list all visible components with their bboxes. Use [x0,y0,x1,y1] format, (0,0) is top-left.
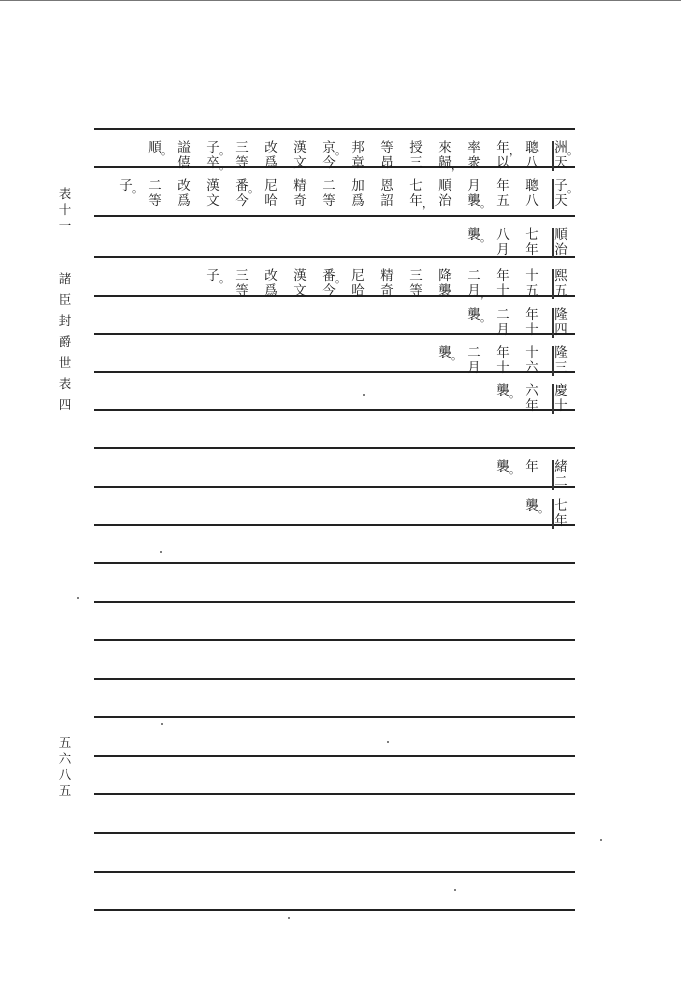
punctuation-mark: 。 [219,159,230,172]
row-divider-line [94,447,575,449]
margin-char: 表 [58,376,72,391]
glyph: 邦 [351,140,365,156]
glyph: 順 [554,227,568,243]
glyph: 改 [264,268,278,284]
row-divider-line [94,832,575,834]
glyph: 三 [409,268,423,284]
punctuation-mark: 。 [509,463,520,476]
glyph: 降 [438,268,452,284]
glyph: 三 [235,268,249,284]
punctuation-mark: ， [509,144,520,157]
glyph: 洲 [554,140,568,156]
glyph: 襲 [496,459,510,475]
glyph: 十 [525,268,539,284]
table-cell-column [321,179,337,209]
table-cell-column [350,141,366,171]
table-cell-column [524,179,540,209]
table-cell-column [263,269,279,299]
glyph: 改 [264,140,278,156]
table-cell-column [553,499,569,529]
glyph: 等 [380,140,394,156]
glyph: 襲 [467,193,481,209]
punctuation-mark: 。 [480,231,491,244]
row-divider-line [94,755,575,757]
table-cell-column [495,228,511,258]
table-cell-column [524,384,540,414]
glyph: 等 [148,193,162,209]
glyph: 文 [293,155,307,171]
proper-name-mark [552,499,554,529]
glyph: 年 [554,513,568,529]
glyph: 尼 [264,178,278,194]
proper-name-mark [552,228,554,258]
glyph: 子 [206,140,220,156]
glyph: 順 [438,178,452,194]
table-cell-column [379,269,395,299]
glyph: 二 [554,474,568,490]
table-cell-column [176,179,192,209]
table-cell-column [524,228,540,258]
margin-subtitle [57,272,73,412]
table-cell-column [176,141,192,171]
punctuation-mark: ， [422,197,433,210]
row-divider-line [94,716,575,718]
glyph: 襲 [438,283,452,299]
margin-char: 世 [58,355,72,370]
print-speck [288,917,290,919]
punctuation-mark: ， [480,287,491,300]
glyph: 等 [322,193,336,209]
table-cell-column [466,307,491,324]
punctuation-mark: 。 [248,182,259,195]
glyph: 等 [235,155,249,171]
table-cell-column [466,346,482,376]
margin-char: 四 [58,397,72,412]
glyph: 年 [496,140,510,156]
glyph: 年 [496,345,510,361]
punctuation-mark: ， [451,159,462,172]
table-cell-column [408,141,424,171]
glyph: 三 [409,155,423,171]
glyph: 今 [322,283,336,299]
glyph: 緒 [554,459,568,475]
table-cell-column [466,227,491,244]
table-cell-column [495,269,511,299]
proper-name-mark [552,179,554,209]
glyph: 詔 [380,193,394,209]
proper-name-mark [552,460,554,490]
table-cell-column [205,268,230,285]
row-divider-line [94,409,575,411]
margin-char: 六 [58,751,72,766]
table-cell-column [350,179,366,209]
glyph: 襲 [467,307,481,323]
row-divider-line [94,524,575,526]
glyph: 天 [554,193,568,209]
punctuation-mark: 。 [509,387,520,400]
row-divider-line [94,909,575,911]
glyph: 八 [525,193,539,209]
glyph: 今 [322,155,336,171]
punctuation-mark: 。 [480,311,491,324]
glyph: 爲 [177,193,191,209]
punctuation-mark: 。 [219,144,230,157]
glyph: 番 [235,178,249,194]
glyph: 授 [409,140,423,156]
glyph: 奇 [293,193,307,209]
row-divider-line [94,601,575,603]
glyph: 六 [525,360,539,376]
glyph: 三 [235,140,249,156]
glyph: 年 [525,398,539,414]
glyph: 治 [438,193,452,209]
row-divider-line [94,128,575,130]
margin-char: 一 [58,218,72,233]
table-cell-column [553,460,569,490]
glyph: 子 [206,268,220,284]
glyph: 年 [525,307,539,323]
margin-char: 八 [58,767,72,782]
glyph: 順 [148,140,162,156]
row-divider-line [94,562,575,564]
glyph: 月 [496,242,510,258]
print-speck [363,394,365,396]
table-cell-column [553,269,569,299]
glyph: 漢 [206,178,220,194]
glyph: 襲 [438,345,452,361]
glyph: 爲 [264,283,278,299]
glyph: 七 [554,498,568,514]
glyph: 京 [322,140,336,156]
glyph: 哈 [264,193,278,209]
glyph: 天 [554,155,568,171]
table-cell-column [292,269,308,299]
proper-name-mark [552,141,554,171]
table-cell-column [408,178,433,210]
table-cell-column [524,141,540,171]
glyph: 五 [496,193,510,209]
table-cell-column [466,178,491,210]
punctuation-mark: 。 [538,502,549,515]
glyph: 襲 [467,227,481,243]
glyph: 十 [554,398,568,414]
print-speck [161,723,163,725]
margin-char: 爵 [58,334,72,349]
glyph: 年 [496,268,510,284]
glyph: 子 [119,178,133,194]
glyph: 二 [148,178,162,194]
margin-char: 五 [58,783,72,798]
glyph: 文 [206,193,220,209]
glyph: 十 [496,283,510,299]
glyph: 月 [496,322,510,338]
margin-char: 臣 [58,292,72,307]
glyph: 來 [438,140,452,156]
print-speck [454,889,456,891]
table-cell-column [205,179,221,209]
table-cell-column [495,346,511,376]
punctuation-mark: 。 [480,197,491,210]
glyph: 謚 [177,140,191,156]
table-cell-column [408,269,424,299]
glyph: 熙 [554,268,568,284]
table-cell-column [379,179,395,209]
table-cell-column [379,141,395,171]
glyph: 今 [235,193,249,209]
table-cell-column [437,269,453,299]
glyph: 精 [293,178,307,194]
table-cell-column [147,140,172,157]
glyph: 衆 [467,155,481,171]
table-cell-column [350,269,366,299]
glyph: 等 [235,283,249,299]
glyph: 襲 [525,498,539,514]
glyph: 爲 [351,193,365,209]
table-cell-column [495,383,520,400]
glyph: 隆 [554,345,568,361]
punctuation-mark: 。 [132,182,143,195]
glyph: 改 [177,178,191,194]
glyph: 七 [525,227,539,243]
table-cell-column [495,459,520,476]
glyph: 十 [525,345,539,361]
print-speck [600,839,602,841]
glyph: 慶 [554,383,568,399]
glyph: 二 [496,307,510,323]
punctuation-mark: 。 [451,349,462,362]
glyph: 五 [525,283,539,299]
glyph: 六 [525,383,539,399]
table-cell-column [524,269,540,299]
punctuation-mark: 。 [219,272,230,285]
glyph: 漢 [293,268,307,284]
glyph: 月 [467,178,481,194]
margin-char: 封 [58,313,72,328]
glyph: 八 [525,155,539,171]
glyph: 年 [496,178,510,194]
glyph: 聰 [525,178,539,194]
print-speck [387,741,389,743]
margin-char: 表 [58,186,72,201]
glyph: 隆 [554,307,568,323]
punctuation-mark: 。 [161,144,172,157]
margin-page-number [57,736,73,798]
glyph: 尼 [351,268,365,284]
table-cell-column [263,141,279,171]
glyph: 聰 [525,140,539,156]
table-cell-column [234,178,259,209]
glyph: 四 [554,322,568,338]
glyph: 加 [351,178,365,194]
table-cell-column [553,346,569,376]
punctuation-mark: 。 [567,144,578,157]
glyph: 漢 [293,140,307,156]
glyph: 恩 [380,178,394,194]
table-cell-column [553,384,569,414]
table-cell-column [437,179,453,209]
glyph: 十 [496,360,510,376]
print-speck [160,551,162,553]
glyph: 襲 [496,383,510,399]
glyph: 僖 [177,155,191,171]
table-cell-column [466,268,491,300]
table-cell-column [524,346,540,376]
print-speck [77,597,79,599]
table-cell-column [437,345,462,362]
glyph: 治 [554,242,568,258]
row-divider-line [94,871,575,873]
table-cell-column [524,460,540,475]
glyph: 番 [322,268,336,284]
glyph: 文 [293,283,307,299]
table-cell-column [437,140,462,172]
table-cell-column [321,140,346,171]
table-cell-column [553,178,578,209]
glyph: 哈 [351,283,365,299]
glyph: 二 [467,268,481,284]
margin-char: 諸 [58,271,72,286]
proper-name-mark [552,346,554,376]
table-cell-column [263,179,279,209]
glyph: 十 [525,322,539,338]
table-cell-column [495,140,520,171]
glyph: 月 [467,360,481,376]
table-cell-column [495,308,511,338]
proper-name-mark [552,308,554,338]
glyph: 二 [467,345,481,361]
glyph: 歸 [438,155,452,171]
glyph: 八 [496,227,510,243]
table-cell-column [553,308,569,338]
proper-name-mark [552,384,554,414]
row-divider-line [94,215,575,217]
table-cell-column [234,269,250,299]
margin-title [57,187,73,233]
glyph: 年 [525,459,539,475]
table-cell-column [292,141,308,171]
row-divider-line [94,793,575,795]
glyph: 子 [554,178,568,194]
row-divider-line [94,639,575,641]
glyph: 章 [351,155,365,171]
glyph: 七 [409,178,423,194]
table-cell-column [495,179,511,209]
table-cell-column [524,308,540,338]
glyph: 年 [525,242,539,258]
glyph: 奇 [380,283,394,299]
glyph: 二 [322,178,336,194]
glyph: 五 [554,283,568,299]
table-cell-column [553,140,578,171]
margin-char: 十 [58,202,72,217]
glyph: 月 [467,283,481,299]
table-cell-column [466,141,482,171]
table-cell-column [321,268,346,299]
table-cell-column [234,141,250,171]
table-cell-column [118,178,143,195]
glyph: 三 [554,360,568,376]
glyph: 精 [380,268,394,284]
table-cell-column [292,179,308,209]
punctuation-mark: 。 [335,272,346,285]
punctuation-mark: 。 [567,182,578,195]
proper-name-mark [552,269,554,299]
glyph: 卒 [206,155,220,171]
table-cell-column [147,179,163,209]
glyph: 等 [409,283,423,299]
punctuation-mark: 。 [335,144,346,157]
glyph: 率 [467,140,481,156]
glyph: 昂 [380,155,394,171]
page-top-edge [0,0,681,1]
margin-char: 五 [58,735,72,750]
glyph: 爲 [264,155,278,171]
glyph: 年 [409,193,423,209]
glyph: 以 [496,155,510,171]
table-cell-column [524,498,549,515]
table-cell-column [553,228,569,258]
row-divider-line [94,486,575,488]
row-divider-line [94,678,575,680]
table-cell-column [205,140,230,172]
